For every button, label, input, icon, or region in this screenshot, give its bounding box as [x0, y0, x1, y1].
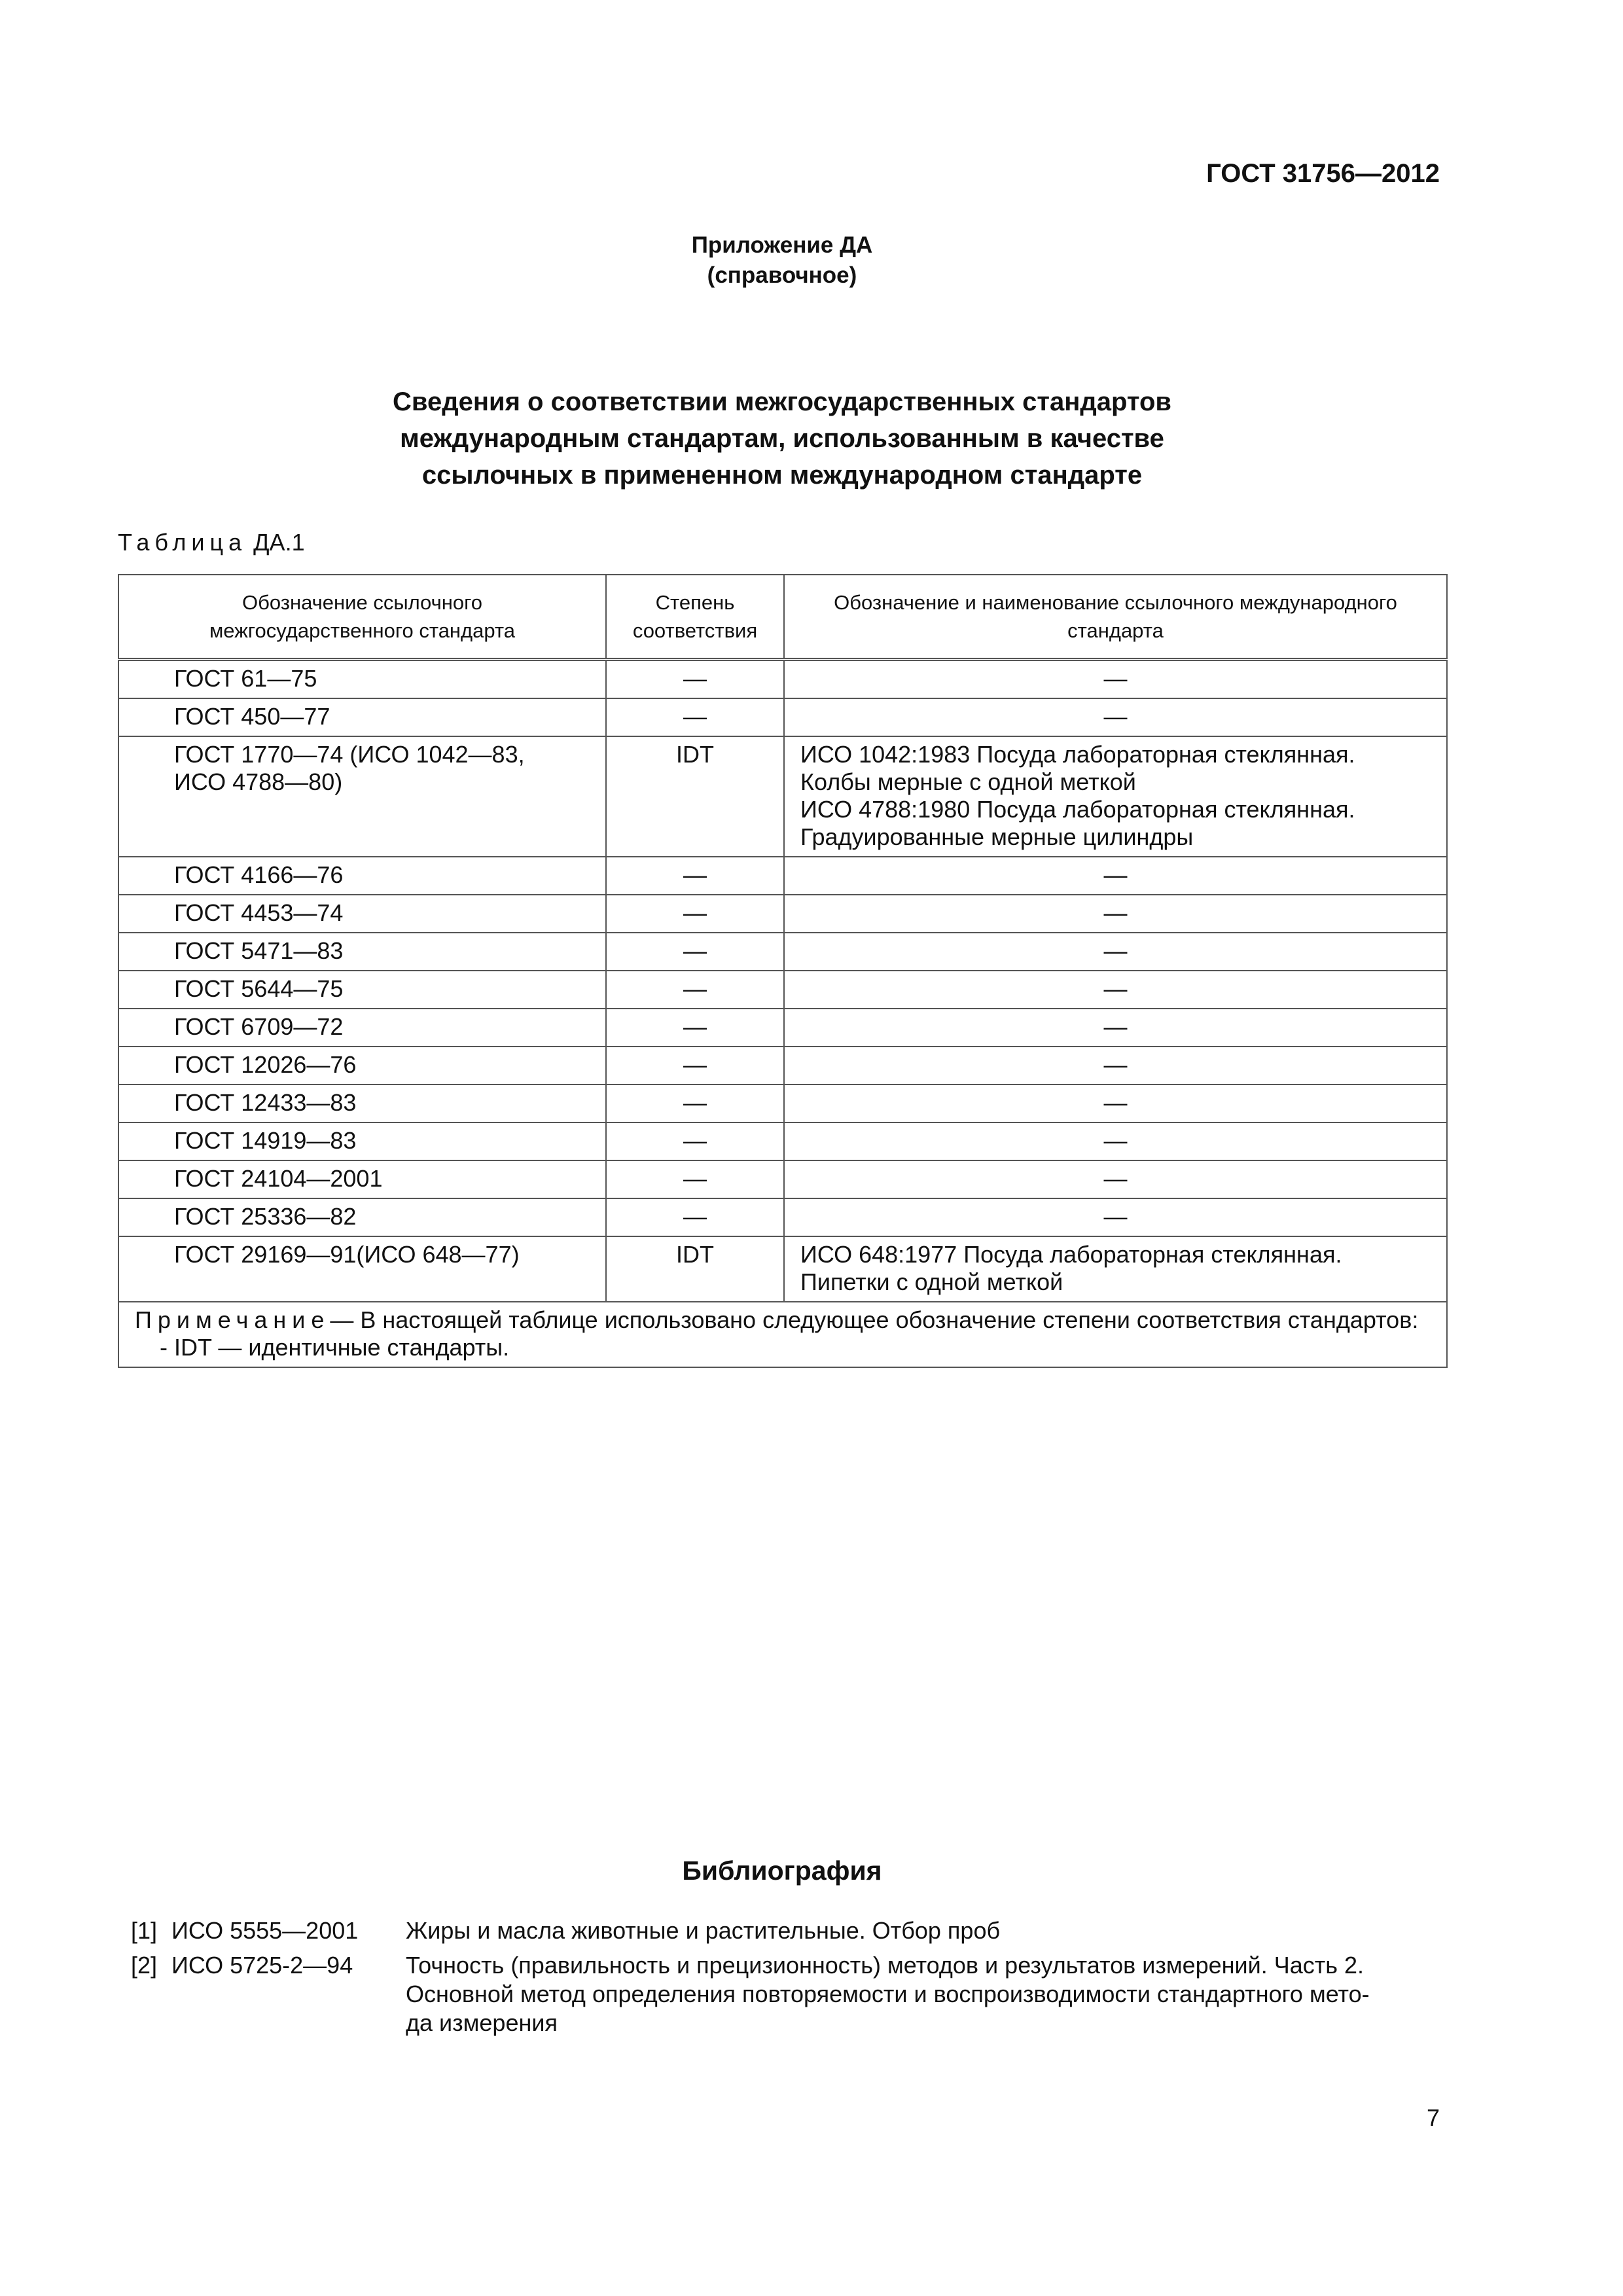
appendix-subtitle: (справочное) [707, 262, 857, 288]
correspondence-table [118, 574, 1448, 1368]
cell-degree: — [606, 1009, 784, 1047]
cell-gost: ГОСТ 450—77 [118, 698, 606, 736]
cell-degree: — [606, 895, 784, 933]
cell-gost: ГОСТ 5644—75 [118, 971, 606, 1009]
column-header-degree: Степень соответствия [606, 575, 784, 660]
cell-gost: ГОСТ 14919—83 [118, 1122, 606, 1160]
cell-international: — [784, 1047, 1447, 1085]
bibliography-code: ИСО 5555—2001 [171, 1917, 359, 1944]
cell-international: — [784, 971, 1447, 1009]
cell-degree: — [606, 933, 784, 971]
cell-degree: — [606, 1085, 784, 1122]
column-header-gost: Обозначение ссылочного межгосударственного стандарта [118, 575, 606, 660]
table-row [118, 933, 1447, 971]
page-number: 7 [1426, 2104, 1440, 2131]
cell-gost: ГОСТ 25336—82 [118, 1198, 606, 1236]
bibliography-code: ИСО 5725-2—94 [171, 1952, 353, 1979]
table-row [118, 1009, 1447, 1047]
appendix-title: Приложение ДА [691, 232, 873, 258]
cell-gost: ГОСТ 12433—83 [118, 1085, 606, 1122]
section-title-line: международным стандартам, использованным в качестве [400, 424, 1164, 453]
cell-international: — [784, 660, 1447, 699]
cell-gost: ГОСТ 29169—91(ИСО 648—77) [118, 1236, 606, 1302]
note-text: — В настоящей таблице использовано следующее обозначение степени соответствия стандартов: [330, 1306, 1419, 1333]
cell-degree: — [606, 857, 784, 895]
table-row [118, 736, 1447, 857]
cell-international: ИСО 1042:1983 Посуда лабораторная стеклянная. Колбы мерные с одной меткой ИСО 4788:1980 Посуда лабораторная стеклянная. Градуированные мерные цилиндры [784, 736, 1447, 857]
table-header-row [118, 575, 1447, 660]
bibliography-text: Точность (правильность и прецизионность) методов и результатов измерений. Часть 2. Основной метод определения повторяемости и воспроизводимости стандартного мето- да измерения [406, 1952, 1370, 2036]
cell-international: — [784, 895, 1447, 933]
cell-gost: ГОСТ 61—75 [118, 660, 606, 699]
cell-degree: IDT [606, 1236, 784, 1302]
table-row [118, 857, 1447, 895]
note-item: - IDT — идентичные стандарты. [160, 1334, 510, 1361]
table-note-row [118, 1302, 1447, 1367]
section-title-line: Сведения о соответствии межгосударственных стандартов [393, 387, 1171, 416]
table-body [118, 660, 1447, 1302]
cell-gost: ГОСТ 4166—76 [118, 857, 606, 895]
cell-gost: ГОСТ 6709—72 [118, 1009, 606, 1047]
cell-international: — [784, 1009, 1447, 1047]
bibliography-number: [1] [131, 1917, 158, 1944]
table-row [118, 1236, 1447, 1302]
cell-degree: — [606, 1160, 784, 1198]
table-row [118, 895, 1447, 933]
table-label [118, 529, 305, 556]
table-row [118, 1047, 1447, 1085]
cell-gost: ГОСТ 1770—74 (ИСО 1042—83, ИСО 4788—80) [118, 736, 606, 857]
cell-degree: — [606, 1198, 784, 1236]
table-row [118, 660, 1447, 699]
column-header-international: Обозначение и наименование ссылочного международного стандарта [784, 575, 1447, 660]
cell-gost: ГОСТ 5471—83 [118, 933, 606, 971]
bibliography-text: Жиры и масла животные и растительные. Отбор проб [406, 1917, 1001, 1944]
note-label: Примечание [135, 1306, 330, 1333]
table-row [118, 1122, 1447, 1160]
cell-gost: ГОСТ 4453—74 [118, 895, 606, 933]
cell-degree: IDT [606, 736, 784, 857]
cell-international: — [784, 1122, 1447, 1160]
cell-international: — [784, 857, 1447, 895]
cell-degree: — [606, 1047, 784, 1085]
cell-degree: — [606, 698, 784, 736]
cell-gost: ГОСТ 24104—2001 [118, 1160, 606, 1198]
cell-international: — [784, 1198, 1447, 1236]
table-row [118, 1160, 1447, 1198]
section-title [0, 384, 1564, 493]
table-row [118, 971, 1447, 1009]
section-title-line: ссылочных в примененном международном стандарте [421, 461, 1143, 490]
cell-gost: ГОСТ 12026—76 [118, 1047, 606, 1085]
table-label-number: ДА.1 [253, 529, 305, 556]
table-row [118, 1198, 1447, 1236]
cell-degree: — [606, 660, 784, 699]
table-row [118, 1085, 1447, 1122]
cell-degree: — [606, 1122, 784, 1160]
cell-international: — [784, 698, 1447, 736]
table-row [118, 698, 1447, 736]
cell-international: — [784, 1085, 1447, 1122]
cell-international: — [784, 1160, 1447, 1198]
cell-international: — [784, 933, 1447, 971]
bibliography-title: Библиография [682, 1856, 882, 1886]
table-label-prefix: Таблица [118, 529, 247, 556]
cell-degree: — [606, 971, 784, 1009]
document-code: ГОСТ 31756—2012 [1206, 159, 1440, 188]
appendix-heading [0, 230, 1564, 291]
cell-international: ИСО 648:1977 Посуда лабораторная стеклянная. Пипетки с одной меткой [784, 1236, 1447, 1302]
table-note [118, 1302, 1447, 1367]
bibliography-number: [2] [131, 1952, 158, 1979]
